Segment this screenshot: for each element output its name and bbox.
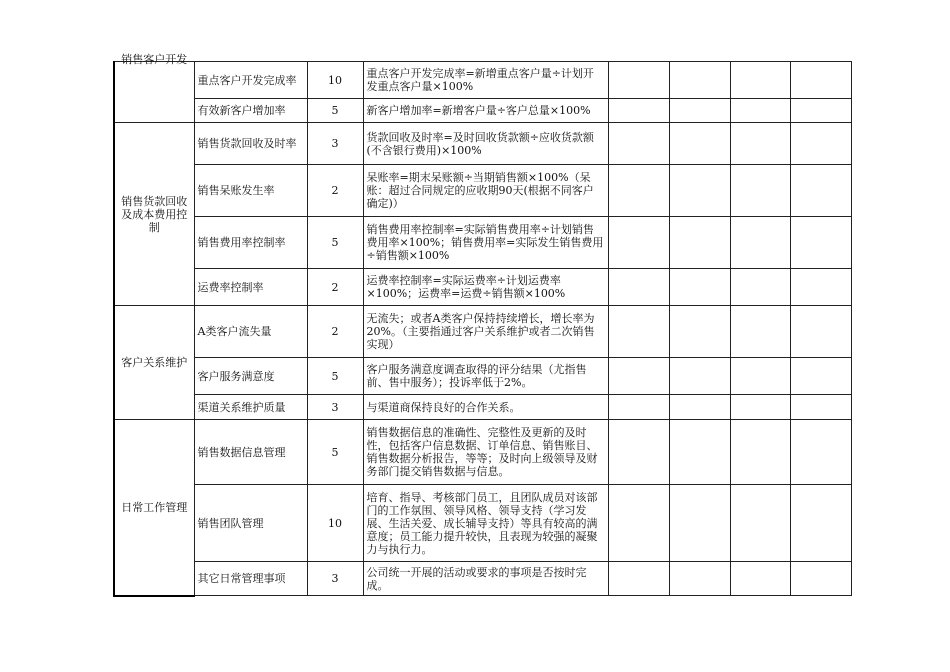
empty-cell (730, 306, 790, 358)
score-cell: 10 (307, 485, 363, 562)
empty-cell (608, 485, 669, 562)
empty-cell (790, 395, 851, 420)
empty-cell (669, 358, 730, 395)
empty-cell (608, 269, 669, 306)
empty-cell (669, 269, 730, 306)
item-cell: 有效新客户增加率 (194, 99, 307, 123)
empty-cell (790, 62, 851, 99)
empty-cell (608, 99, 669, 123)
table-row (114, 562, 851, 596)
description-cell: 客户服务满意度调查取得的评分结果（尤指售前、售中服务）；投诉率低于2%。 (363, 358, 608, 395)
empty-cell (790, 485, 851, 562)
empty-cell (608, 123, 669, 165)
empty-cell (730, 123, 790, 165)
empty-cell (669, 485, 730, 562)
empty-cell (669, 165, 730, 217)
item-cell: 其它日常管理事项 (194, 562, 307, 596)
category-cell: 销售客户开发 (114, 62, 194, 123)
table-row (114, 99, 851, 123)
empty-cell (669, 123, 730, 165)
empty-cell (790, 562, 851, 596)
description-cell: 销售数据信息的准确性、完整性及更新的及时性，包括客户信息数据、订单信息、销售账目、销售数据分析报告，等等；及时向上级领导及财务部门提交销售数据与信息。 (363, 420, 608, 485)
category-cell: 日常工作管理 (114, 420, 194, 596)
score-cell: 2 (307, 165, 363, 217)
description-cell: 运费率控制率=实际运费率÷计划运费率×100%；运费率=运费÷销售额×100% (363, 269, 608, 306)
empty-cell (790, 306, 851, 358)
item-cell: 客户服务满意度 (194, 358, 307, 395)
empty-cell (730, 62, 790, 99)
empty-cell (608, 62, 669, 99)
kpi-table (113, 53, 852, 597)
description-cell: 公司统一开展的活动或要求的事项是否按时完成。 (363, 562, 608, 596)
item-cell: 销售货款回收及时率 (194, 123, 307, 165)
table-row (114, 395, 851, 420)
empty-cell (669, 306, 730, 358)
empty-cell (790, 123, 851, 165)
empty-cell (730, 562, 790, 596)
table-row (114, 62, 851, 99)
description-cell: 无流失；或者A类客户保持持续增长，增长率为20%。（主要指通过客户关系维护或者二次销售实现） (363, 306, 608, 358)
empty-cell (730, 99, 790, 123)
table-row (114, 123, 851, 165)
description-cell: 呆账率=期末呆账额÷当期销售额×100%（呆账：超过合同规定的应收期90天(根据不同客户确定)） (363, 165, 608, 217)
item-cell: 销售呆账发生率 (194, 165, 307, 217)
empty-cell (790, 269, 851, 306)
score-cell: 2 (307, 269, 363, 306)
empty-cell (669, 420, 730, 485)
item-cell: 销售费用率控制率 (194, 217, 307, 269)
empty-cell (790, 99, 851, 123)
item-cell: 销售团队管理 (194, 485, 307, 562)
empty-cell (608, 395, 669, 420)
category-cell: 客户关系维护 (114, 306, 194, 420)
empty-cell (608, 165, 669, 217)
empty-cell (669, 62, 730, 99)
table-row (114, 269, 851, 306)
empty-cell (730, 485, 790, 562)
score-cell: 5 (307, 217, 363, 269)
table-row (114, 358, 851, 395)
score-cell: 3 (307, 562, 363, 596)
table-row (114, 165, 851, 217)
description-cell: 新客户增加率=新增客户量÷客户总量×100% (363, 99, 608, 123)
score-cell: 5 (307, 358, 363, 395)
table-row (114, 217, 851, 269)
empty-cell (608, 358, 669, 395)
empty-cell (730, 165, 790, 217)
table-row (114, 485, 851, 562)
description-cell: 与渠道商保持良好的合作关系。 (363, 395, 608, 420)
empty-cell (730, 395, 790, 420)
empty-cell (730, 217, 790, 269)
item-cell: 运费率控制率 (194, 269, 307, 306)
score-cell: 3 (307, 123, 363, 165)
score-cell: 5 (307, 99, 363, 123)
empty-cell (608, 306, 669, 358)
table-row (114, 306, 851, 358)
item-cell: 销售数据信息管理 (194, 420, 307, 485)
item-cell: 重点客户开发完成率 (194, 62, 307, 99)
empty-cell (669, 99, 730, 123)
description-cell: 货款回收及时率=及时回收货款额÷应收货款额(不含银行费用)×100% (363, 123, 608, 165)
description-cell: 销售费用率控制率=实际销售费用率÷计划销售费用率×100%；销售费用率=实际发生销售费用÷销售额×100% (363, 217, 608, 269)
item-cell: A类客户流失量 (194, 306, 307, 358)
description-cell: 重点客户开发完成率=新增重点客户量÷计划开发重点客户量×100% (363, 62, 608, 99)
empty-cell (730, 269, 790, 306)
score-cell: 2 (307, 306, 363, 358)
empty-cell (790, 420, 851, 485)
table-row (114, 420, 851, 485)
empty-cell (730, 420, 790, 485)
empty-cell (608, 420, 669, 485)
category-cell: 销售货款回收及成本费用控制 (114, 123, 194, 306)
empty-cell (790, 217, 851, 269)
score-cell: 5 (307, 420, 363, 485)
description-cell: 培育、指导、考核部门员工，且团队成员对该部门的工作氛围、领导风格、领导支持（学习发展、生活关爱、成长辅导支持）等具有较高的满意度；员工能力提升较快，且表现为较强的凝聚力与执行力。 (363, 485, 608, 562)
score-cell: 10 (307, 62, 363, 99)
empty-cell (669, 562, 730, 596)
empty-cell (608, 217, 669, 269)
empty-cell (790, 358, 851, 395)
empty-cell (669, 217, 730, 269)
empty-cell (730, 358, 790, 395)
score-cell: 3 (307, 395, 363, 420)
empty-cell (669, 395, 730, 420)
empty-cell (608, 562, 669, 596)
item-cell: 渠道关系维护质量 (194, 395, 307, 420)
empty-cell (790, 165, 851, 217)
